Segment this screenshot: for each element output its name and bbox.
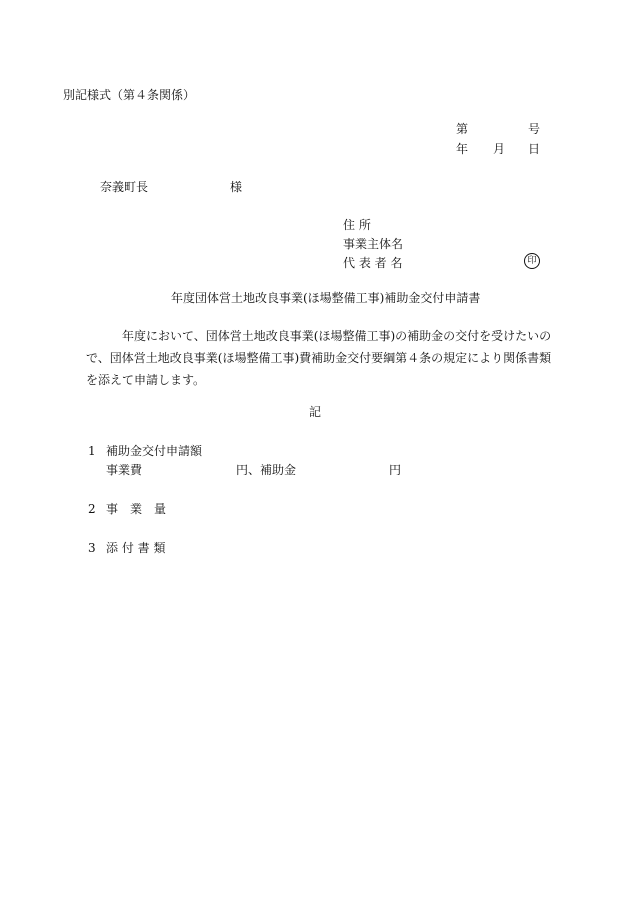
address-label: 住 所	[343, 218, 371, 232]
body-paragraph	[86, 325, 552, 391]
yen-label: 円	[389, 463, 402, 477]
document-title: 年度団体営土地改良事業(ほ場整備工事)補助金交付申請書	[171, 291, 481, 305]
cost-label: 事業費	[106, 463, 143, 477]
yen-subsidy-label: 円、補助金	[236, 463, 297, 477]
date-month: 月	[493, 142, 506, 156]
body-line-2: で、団体営土地改良事業(ほ場整備工事)費補助金交付要綱第４条の規定により関係書類	[86, 351, 552, 365]
body-line-3: を添えて申請します。	[86, 373, 206, 387]
item-2-label: 事 業 量	[106, 502, 167, 516]
number-prefix: 第	[456, 122, 469, 136]
item-1-label: 補助金交付申請額	[106, 444, 203, 458]
item-3-number: 3	[88, 541, 96, 555]
number-suffix: 号	[528, 122, 541, 136]
date-year: 年	[456, 142, 469, 156]
item-2-number: 2	[88, 502, 96, 516]
entity-label: 事業主体名	[343, 237, 404, 251]
addressee-honorific: 様	[230, 180, 243, 194]
item-3-label: 添 付 書 類	[106, 541, 166, 555]
ki-heading: 記	[309, 405, 322, 419]
date-day: 日	[528, 142, 541, 156]
form-id: 別記様式（第４条関係）	[63, 88, 196, 102]
item-1-number: 1	[88, 444, 96, 458]
representative-label: 代 表 者 名	[343, 256, 403, 270]
addressee-name: 奈義町長	[100, 180, 149, 194]
body-line-1: 年度において、団体営土地改良事業(ほ場整備工事)の補助金の交付を受けたいの	[122, 329, 552, 343]
seal-mark: 印	[524, 253, 540, 269]
